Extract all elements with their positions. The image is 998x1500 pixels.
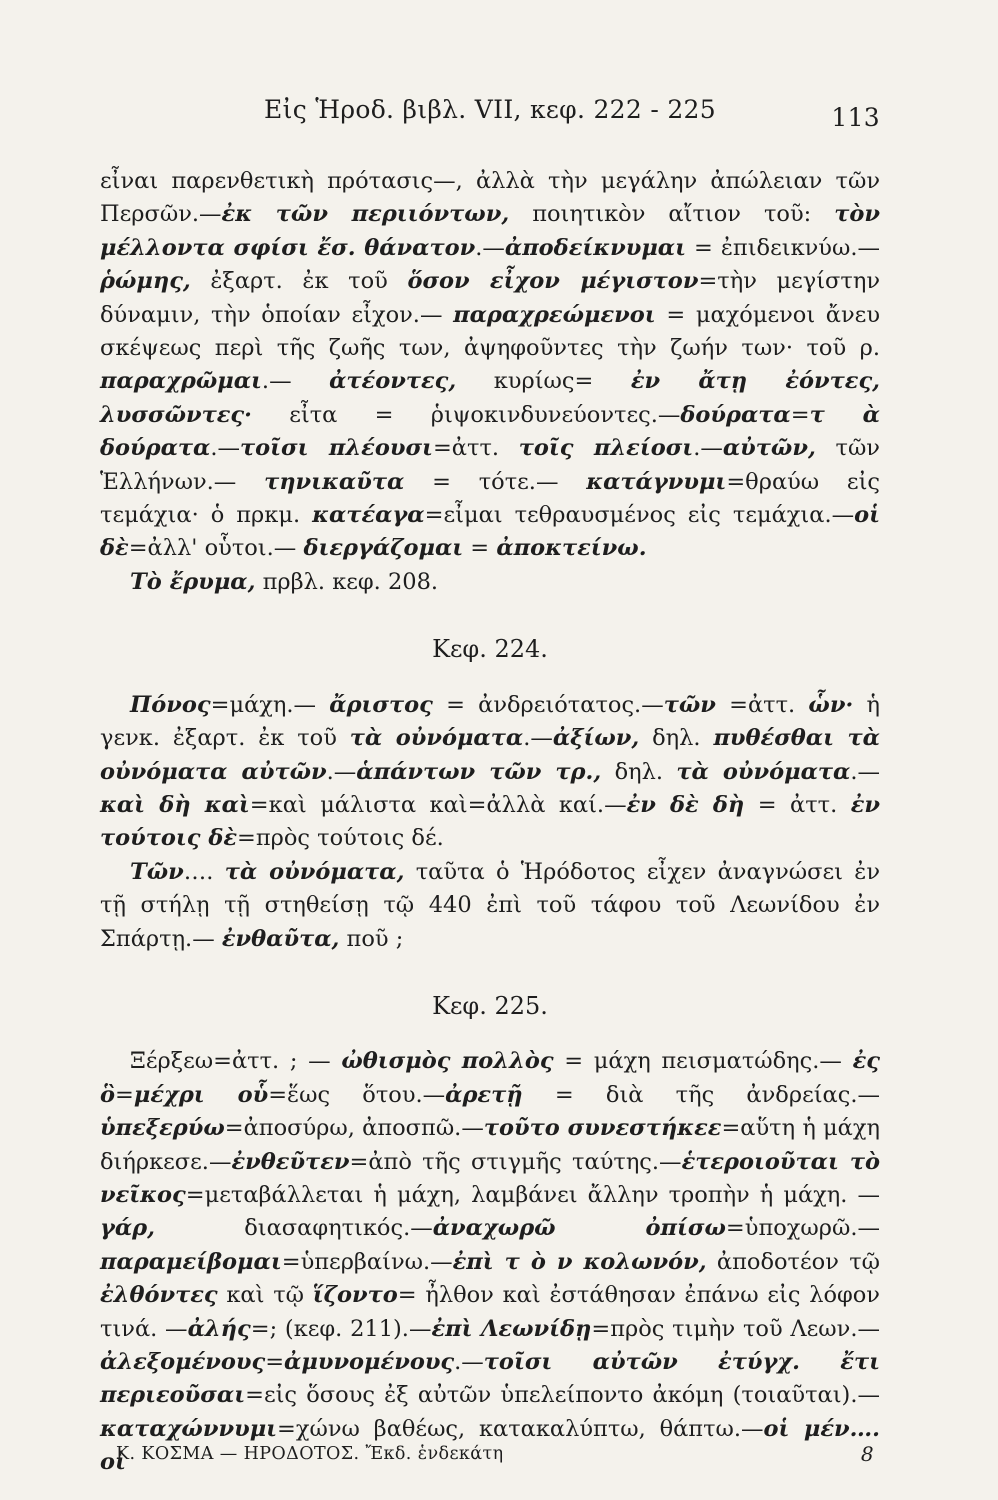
lemma: ἑτεροιοῦται τὸ νεῖκος — [100, 1148, 880, 1208]
lemma: τοῖσι πλέουσι — [240, 435, 433, 462]
lemma: παραμείβομαι — [100, 1248, 282, 1275]
lemma: διεργάζομαι — [303, 535, 464, 562]
lemma: τοῖσι αὐτῶν ἐτύγχ. ἔτι περιεοῦσαι — [100, 1349, 880, 1409]
lemma: ἀτέοντες, — [329, 368, 457, 395]
text-run: δηλ. — [639, 725, 714, 752]
text-run: = — [790, 401, 810, 428]
paragraph-chapter-225 — [100, 1045, 880, 1479]
text-run: = — [115, 1081, 134, 1108]
lemma: τὰ οὐνόματα — [676, 758, 851, 785]
lemma: κατάγνυμι — [586, 468, 727, 495]
lemma: Τῶν — [130, 858, 184, 885]
text-run: =μάχη.— — [210, 691, 330, 718]
text-run: = ἐπιδεικνύω.— — [686, 234, 880, 261]
text-run: =πρὸς τιμὴν τοῦ Λεων.— — [591, 1315, 880, 1342]
text-run: .— — [523, 725, 553, 752]
text-run: = — [463, 535, 497, 562]
text-run: .— — [475, 234, 505, 261]
lemma: οἱ δὲ — [100, 502, 880, 562]
lemma: ἐς ὃ — [100, 1048, 880, 1108]
lemma: Τὸ ἔρυμα, — [130, 568, 256, 595]
lemma: ἐλθόντες — [100, 1282, 218, 1309]
text-run: πρβλ. κεφ. 208. — [255, 568, 439, 595]
text-run: =ἀποσύρω, ἀποσπῶ.— — [224, 1115, 484, 1142]
signature-mark: 8 — [860, 1442, 874, 1466]
lemma: ἐν τούτοις δὲ — [100, 791, 881, 852]
lemma: ὠθισμὸς πολλὸς — [341, 1048, 554, 1075]
text-run: =ἀττ. — [715, 691, 809, 718]
lemma: Πόνος — [130, 691, 211, 718]
header-title: Εἰς Ἡροδ. βιβλ. VII, κεφ. 222 - 225 — [264, 95, 716, 124]
lemma: ἀποδείκνυμαι — [504, 234, 687, 261]
text-run: =ἀλλ' οὗτοι.— — [128, 535, 304, 562]
lemma: ὅσον εἶχον μέγιστον — [407, 268, 699, 295]
lemma: καὶ δὴ καὶ — [100, 791, 250, 818]
text-run: .— — [261, 368, 330, 395]
text-run: ἀποδοτέον τῷ — [706, 1248, 880, 1275]
lemma: ἀποκτείνω. — [496, 535, 647, 562]
text-run: = — [265, 1349, 285, 1375]
lemma: ἐν δὲ δὴ — [626, 791, 745, 818]
lemma: κατέαγα — [312, 502, 425, 529]
text-run: =πρὸς τούτοις δέ. — [237, 825, 444, 852]
lemma: ὑπεξερύω — [100, 1115, 225, 1142]
text-run: .— — [454, 1349, 484, 1375]
text-run: ταῦτα ὁ Ἡρόδοτος εἶχεν ἀναγνώσει ἐν τῇ στήλῃ τῇ στηθείσῃ τῷ 440 ἐπὶ τοῦ τάφου τοῦ Λεωνίδου ἐν Σπάρτῃ.— — [100, 858, 880, 952]
text-run: =ἀπὸ τῆς στιγμῆς ταύτης.— — [349, 1148, 682, 1175]
text-run: = διὰ τῆς ἀνδρείας.— — [522, 1081, 880, 1108]
lemma: τ ὰ δούρατα — [100, 401, 880, 462]
text-run: .— — [210, 435, 241, 462]
page-footer — [116, 1444, 874, 1464]
paragraph-eryma — [100, 566, 880, 599]
text-run: εἶναι παρενθετικὴ πρότασις—, ἀλλὰ τὴν μεγάλην ἀπώλειαν τῶν Περσῶν.— — [100, 168, 880, 228]
text-run: = ἀττ. — [744, 791, 851, 818]
lemma: ἀξίων, — [552, 725, 640, 752]
lemma: ἐκ τῶν περιιόντων, — [221, 201, 510, 228]
text-run: καὶ τῷ — [217, 1282, 313, 1309]
text-run: Ξέρξεω=ἀττ. ; — — [130, 1048, 342, 1075]
lemma: τὰ οὐνόματα — [349, 725, 524, 752]
text-run: ποιητικὸν αἴτιον τοῦ: — [509, 201, 835, 228]
lemma: ἀλής — [187, 1315, 251, 1342]
text-run: =εἰς ὅσους ἐξ αὐτῶν ὑπελείποντο ἀκόμη (τοιαῦται).— — [245, 1382, 880, 1409]
paragraph-chapter-224 — [100, 689, 880, 856]
text-run: .— — [850, 758, 881, 785]
text-run: = ἦλθον καὶ ἐστάθησαν ἐπάνω εἰς λόφον τινά. — — [100, 1282, 880, 1342]
paragraph-chapter-223 — [100, 165, 880, 566]
text-run: =ὑπερβαίνω.— — [281, 1248, 453, 1275]
text-run: = τότε.— — [404, 468, 587, 495]
lemma: ὧν· — [808, 691, 854, 718]
text-run: = μάχη πεισματώδης.— — [553, 1048, 853, 1075]
text-run: ἐξαρτ. ἐκ τοῦ — [190, 268, 408, 295]
lemma: γάρ, — [100, 1215, 155, 1242]
text-run: =ὑποχωρῶ.— — [725, 1215, 880, 1242]
text-run: εἶτα = ῥιψοκινδυνεύοντες.— — [251, 401, 681, 428]
lemma: ῥώμης, — [100, 268, 191, 295]
text-run: …. — [183, 858, 225, 885]
chapter-heading-224: Κεφ. 224. — [432, 635, 548, 664]
lemma: ἵζοντο — [312, 1282, 398, 1309]
lemma: ἀναχωρῶ ὀπίσω — [432, 1215, 726, 1242]
lemma: ἄριστος — [329, 691, 433, 718]
lemma: παραχρῶμαι — [100, 368, 262, 395]
lemma: πυθέσθαι τὰ οὐνόματα αὐτῶν — [100, 725, 880, 785]
text-run: ἡ γενκ. ἐξαρτ. ἐκ τοῦ — [100, 691, 880, 752]
text-run: διασαφητικός.— — [154, 1215, 433, 1242]
lemma: αὐτῶν, — [722, 435, 816, 462]
commentary-body — [100, 165, 880, 1480]
text-run: =ἕως ὅτου.— — [268, 1081, 446, 1108]
lemma: καταχώννυμι — [100, 1415, 278, 1442]
chapter-heading-225: Κεφ. 225. — [432, 991, 548, 1020]
text-run: =; (κεφ. 211).— — [250, 1315, 432, 1342]
lemma: ἀλεξομένους — [100, 1349, 266, 1375]
lemma: τοῖς πλείοσι — [518, 435, 694, 462]
text-run: = μαχόμενοι ἄνευ σκέψεως περὶ τῆς ζωῆς των, ἀψηφοῦντες τὴν ζωήν των· τοῦ ρ. — [100, 301, 880, 362]
text-run: ποῦ ; — [339, 925, 404, 952]
lemma: ἐν ἄτῃ ἐόντες, λυσσῶντες· — [100, 368, 880, 428]
lemma: ἀμυνομένους — [284, 1349, 455, 1375]
text-run: =τὴν μεγίστην δύναμιν, τὴν ὁποίαν εἶχον.— — [100, 268, 881, 328]
lemma: τὰ οὐνόματα, — [224, 858, 405, 885]
text-run: =θραύω εἰς τεμάχια· ὁ πρκμ. — [100, 468, 881, 529]
lemma: τοῦτο συνεστήκεε — [483, 1115, 722, 1142]
lemma: ἀρετῇ — [445, 1081, 523, 1108]
lemma: μέχρι οὗ — [133, 1081, 269, 1108]
lemma: ἐπὶ Λεωνίδῃ — [431, 1315, 592, 1342]
text-run: = ἀνδρειότατος.— — [432, 691, 664, 718]
running-header — [100, 95, 880, 139]
lemma: δούρατα — [680, 401, 791, 428]
footer-imprint: Κ. ΚΟΣΜΑ — ΗΡΟΔΟΤΟΣ. Ἔκδ. ἑνδεκάτη — [116, 1444, 504, 1464]
paragraph-names — [100, 856, 880, 956]
lemma: τηνικαῦτα — [264, 468, 405, 495]
lemma: ἐνθαῦτα, — [221, 925, 340, 952]
text-run: =αὕτη ἡ μάχη διήρκεσε.— — [100, 1115, 880, 1175]
text-run: .— — [326, 758, 357, 785]
text-run: =ἀττ. — [432, 435, 519, 462]
text-run: κυρίως= — [456, 368, 631, 395]
lemma: ἐνθεῦτεν — [231, 1148, 350, 1175]
lemma: οἱ μέν…. οἱ — [100, 1415, 880, 1476]
lemma: ἁπάντων τῶν τρ., — [356, 758, 602, 785]
text-run: =μεταβάλλεται ἡ μάχη, λαμβάνει ἄλλην τροπὴν ἡ μάχη. — — [185, 1181, 880, 1208]
lemma: παραχρεώμενοι — [453, 301, 656, 328]
text-run: δηλ. — [601, 758, 677, 785]
lemma: τῶν — [663, 691, 716, 718]
text-run: τῶν Ἑλλήνων.— — [100, 435, 880, 495]
text-run: =χώνω βαθέως, κατακαλύπτω, θάπτω.— — [277, 1415, 764, 1442]
text-run: .— — [693, 435, 723, 462]
text-run: =καὶ μάλιστα καὶ=ἀλλὰ καί.— — [249, 791, 627, 818]
page-number: 113 — [831, 103, 880, 132]
text-run: =εἶμαι τεθραυσμένος εἰς τεμάχια.— — [424, 502, 855, 529]
lemma: ἐπὶ τ ὸ ν κολωνόν, — [452, 1248, 707, 1275]
lemma: τὸν μέλλοντα σφίσι ἔσ. θάνατον — [100, 201, 880, 261]
